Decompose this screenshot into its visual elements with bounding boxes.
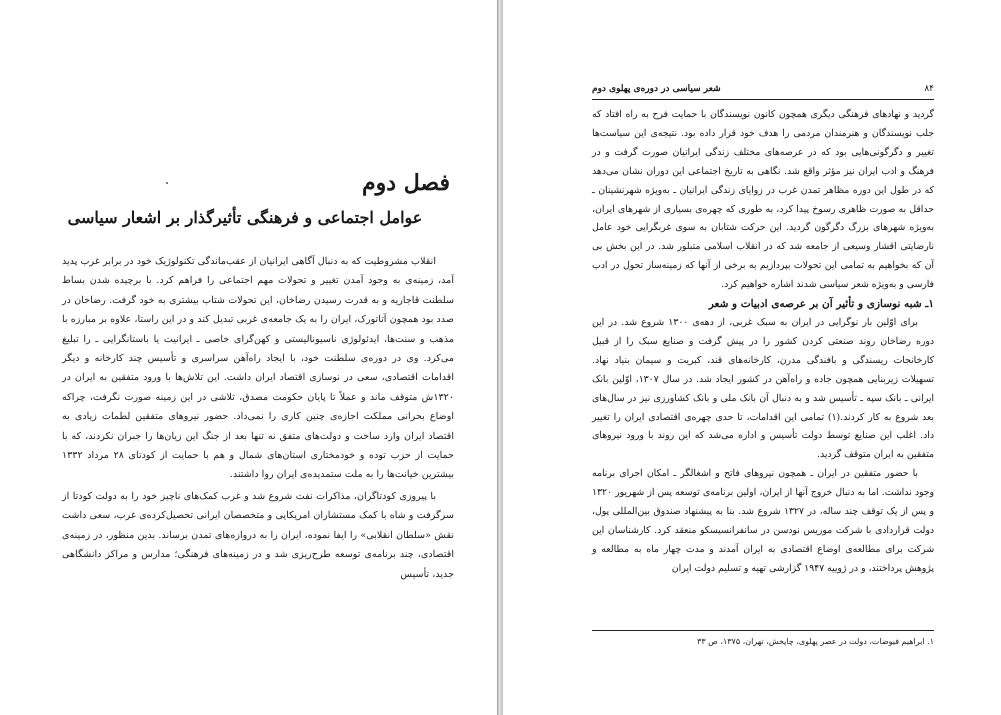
left-paragraph-1: انقلاب مشروطیت که به دنبال آگاهی ایرانیان از عقب‌ماندگی تکنولوژیک خود در برابر غرب پدید آمد، زمینه‌ی به وجود آمدن تغییر و تحولات مهم اجتماعی را فراهم کرد. با برچیده شدن بساط سلطنت قاجاریه و به قدرت رسیدن رضاخان، این تحولات شتاب بیشتری به خود گرفت. رضاخان در صدد بود همچون آتاتورک، ایران را به یک جامعه‌ی غربی تبدیل کند و در این راستا، علاوه بر مبارزه با مذهب و سنت‌ها، ایدئولوژی ناسیونالیستی و کهن‌گرای خاصی ـ ایرانیت یا باستانگرایی ـ را تبلیغ می‌کرد. وی در دوره‌ی سلطنت خود، با ایجاد راه‌آهن سراسری و تأسیس چند کارخانه و دیگر اقدامات اقتصادی، سعی در نوسازی اقتصاد ایران داشت. این تلاش‌ها با ورود متفقین به ایران در ۱۳۲۰ش متوقف ماند و عملاً تا پایان حکومت مصدق، تلاشی در این زمینه صورت نگرفت، چراکه اوضاع بحرانی مملکت اجازه‌ی چنین کاری را نمی‌داد. حضور نیروهای متفقین لطمات زیادی به اقتصاد ایران وارد ساخت و دولت‌های متفق نه تنها بعد از جنگ این زیان‌ها را جبران نکردند، که با حمایت از حزب توده و خودمختاری استان‌های شمال و هم با حمایت از کودتای ۲۸ مرداد ۱۳۳۲ بیشترین خیانت‌ها را به ملت ستمدیده‌ی ایران روا داشتند. — [62, 256, 455, 481]
page-number: ۸۴ — [924, 84, 934, 94]
right-body-text — [592, 106, 934, 579]
running-head-title: شعر سیاسی در دوره‌ی پهلوی دوم — [592, 84, 721, 94]
right-paragraph-2: برای اوّلین بار نوگرایی در ایران به سبک غربی، از دهه‌ی ۱۳۰۰ شروع شد. در این دوره رضاخان روند صنعتی کردن کشور را در پیش گرفت و صنایع سبک را از قبیل کارخانجات ریسندگی و بافندگی مدرن، کارخانه‌های قند، کبریت و سیمان بنیاد نهاد. تسهیلات زیربنایی همچون جاده و راه‌آهن در کشور ایجاد شد. در سال ۱۳۰۷، اوّلین بانک ایرانی ـ بانک سپه ـ تأسیس شد و به دنبال آن بانک ملی و بانک کشاورزی نیز در سال‌های بعد شروع به کار کردند.(۱) تمامی این اقدامات، تا حدی چهره‌ی اقتصادی ایران را تغییر داد. اغلب این صنایع توسط دولت تأسیس و اداره می‌شد که این روند با ورود نیروهای متفقین به ایران متوقف گردید. — [592, 316, 934, 461]
right-paragraph-1: گردید و نهادهای فرهنگی دیگری همچون کانون نویسندگان با حمایت فرح به راه افتاد که جلب نویسندگان و هنرمندان مردمی را هدف خود قرار داده بود. نتیجه‌ی این سیاست‌ها تغییر و دگرگونی‌هایی بود که در عرصه‌های مختلف زندگی ایرانیان صورت گرفت و در فرهنگ و ادب ایران نیز مؤثر واقع شد. نگاهی به تاریخ اجتماعی این دوران نشان می‌دهد که در طول این دوره مظاهر تمدن غرب در زوایای زندگی ایرانیان ـ به‌ویژه شهرنشینان ـ حداقل به صورت ظاهری رسوخ پیدا کرد، به طوری که چهره‌ی بسیاری از شهرهای ایران، به‌ویژه شهرهای بزرگ دگرگون گردید. این حرکت شتابان به سوی غربگرایی خود عامل نارضایتی اقشار وسیعی از جامعه شد که در انقلاب اسلامی متبلور شد. در این بخش بی آن که بخواهیم به تمامی این تحولات بپردازیم به برخی از آنها که زمینه‌ساز تحول در ادب فارسی و به‌ویژه شعر سیاسی شدند اشاره خواهیم کرد. — [592, 109, 934, 291]
chapter-title: فصل دوم — [362, 170, 450, 196]
footnote-rule — [592, 630, 934, 631]
header-rule — [592, 99, 934, 100]
chapter-subtitle: عوامل اجتماعی و فرهنگی تأثیرگذار بر اشعار سیاسی — [67, 208, 423, 227]
left-body-text — [62, 252, 454, 584]
footnote: ۱. ابراهیم فیوضات، دولت در عصر پهلوی، چاپخش، تهران، ۱۳۷۵، ص ۳۳ — [697, 637, 934, 646]
section-heading: ۱ـ شبه نوسازی و تأثیر آن بر عرصه‌ی ادبیات و شعر — [708, 298, 934, 311]
running-head — [592, 84, 934, 98]
left-paragraph-2: با پیروزی کودتاگران، مذاکرات نفت شروع شد و غرب کمک‌های ناچیز خود را به دولت کودتا از سرگرفت و شاه با کمک مستشاران امریکایی و متخصصان ایرانی تحصیل‌کرده‌ی غرب، سعی داشت نقش «سلطان انقلابی» را ایفا نموده، ایران را به دروازه‌های تمدن برساند. بدین منظور، در زمینه‌ی اقتصادی، چند برنامه‌ی توسعه طرح‌ریزی شد و در زمینه‌های فرهنگی؛ مدارس و مراکز دانشگاهی جدید، تأسیس — [62, 490, 454, 580]
right-paragraph-3: با حضور متفقین در ایران ـ همچون نیروهای فاتح و اشغالگر ـ امکان اجرای برنامه وجود نداشت. اما به دنبال خروج آنها از ایران، اولین برنامه‌ی توسعه پس از شهریور ۱۳۲۰ و پس از یک توقف چند ساله، در ۱۳۲۷ شروع شد. بنا به پیشنهاد صندوق بین‌المللی پول، دولت قراردادی با شرکت موریس نودسن در سانفرانسیسکو منعقد کرد. کارشناسان این شرکت برای مطالعه‌ی اوضاع اقتصادی به ایران آمدند و مدت چهار ماه به مطالعه و پژوهش پرداختند، و در ژوییه ۱۹۴۷ گزارشی تهیه و تسلیم دولت ایران — [592, 468, 934, 574]
